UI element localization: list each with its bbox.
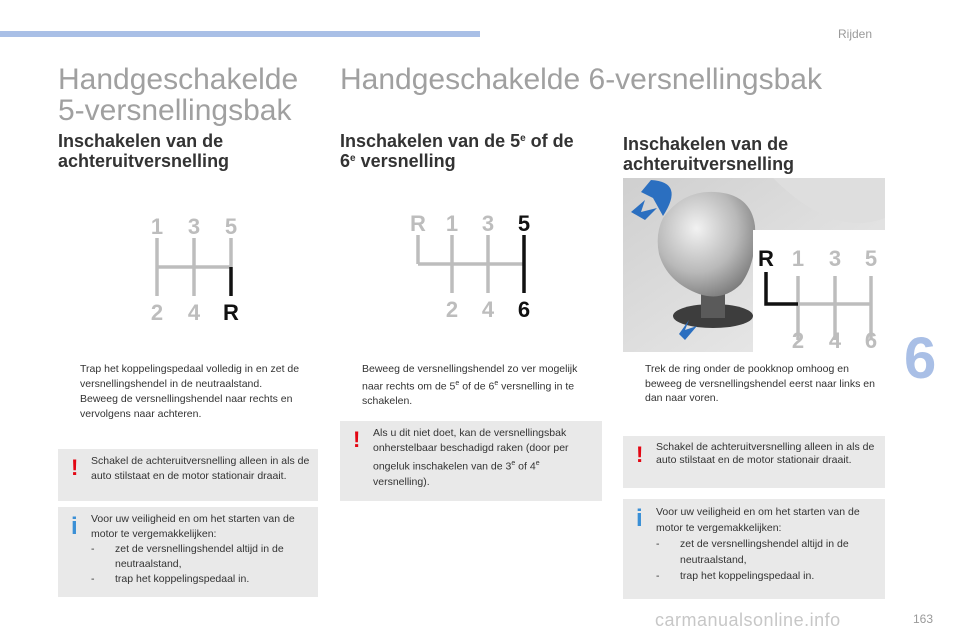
col2-gear-label-sixth: 6 (517, 297, 531, 322)
col1-gear-label-reverse: R (223, 300, 239, 325)
col1-title-line2: 5-versnellingsbak (58, 94, 292, 127)
col1-warning-note: ! Schakel de achteruitversnelling alleen in als de auto stilstaat en de motor stationair draait. (58, 449, 318, 501)
col2-gear-label-fifth: 5 (517, 211, 531, 236)
col3-subtitle (623, 134, 794, 174)
col2-gear-pattern (400, 205, 545, 323)
col3-shifter-illustration (623, 178, 885, 352)
list-item: Beweeg de versnellingshendel naar rechts en vervolgens naar achteren. (58, 392, 316, 421)
col2-subtitle: Inschakelen van de 5e of de 6e versnelling (340, 131, 574, 171)
header-accent-bar (0, 31, 480, 37)
col3-gear-label: 3 (828, 246, 842, 271)
bullet-icon (623, 362, 645, 406)
list-item: - trap het koppelingspedaal in. (91, 573, 250, 585)
col1-gear-label: 2 (150, 300, 164, 325)
col1-info-note: i Voor uw veiligheid en om het starten van de motor te vergemakkelijken: - zet de versnellingshendel altijd in de neutraalstand, - trap het koppelingspedaal in. (58, 507, 318, 597)
section-label: Rijden (838, 27, 873, 41)
col1-subtitle (58, 131, 229, 171)
list-item: Beweeg de versnellingshendel zo ver mogelijk naar rechts om de 5e of de 6e versnelling in te schakelen. (340, 362, 590, 408)
col3-instructions (623, 362, 881, 407)
col1-gear-label: 1 (150, 214, 164, 239)
col2-gear-label: 4 (481, 297, 495, 322)
list-item: - zet de versnellingshendel altijd in de neutraalstand, (656, 538, 849, 566)
warning-icon: ! (636, 442, 644, 467)
col3-subtitle-line1: Inschakelen van de (623, 134, 789, 154)
col1-gear-label: 3 (187, 214, 201, 239)
col2-title: Handgeschakelde 6-versnellingsbak (340, 63, 822, 96)
col2-gear-label: 3 (481, 211, 495, 236)
col3-gear-label: 4 (828, 328, 842, 352)
col3-gear-label: 5 (864, 246, 878, 271)
col2-warning-note: ! Als u dit niet doet, kan de versnellingsbak onherstelbaar beschadigd raken (door per ongeluk inschakelen van de 3e of 4e versnelling). (340, 421, 602, 501)
info-icon: i (636, 505, 643, 532)
bullet-icon (340, 362, 362, 408)
col3-gear-label: 2 (791, 328, 805, 352)
watermark: carmanualsonline.info (655, 610, 841, 630)
bullet-icon (58, 362, 80, 391)
col3-info-note: i Voor uw veiligheid en om het starten van de motor te vergemakkelijken: - zet de versnellingshendel altijd in de neutraalstand, - trap het koppelingspedaal in. (623, 499, 885, 599)
col1-gear-label: 4 (187, 300, 201, 325)
col1-instructions (58, 362, 316, 422)
chapter-number: 6 (904, 326, 937, 391)
col2-gear-label: R (410, 211, 426, 236)
list-item: Trek de ring onder de pookknop omhoog en beweeg de versnellingshendel eerst naar links en dan naar voren. (623, 362, 881, 406)
list-item: Trap het koppelingspedaal volledig in en zet de versnellingshendel in de neutraalstand. (58, 362, 316, 391)
warning-icon: ! (353, 427, 361, 452)
col1-subtitle-line1: Inschakelen van de (58, 131, 224, 151)
col2-instructions (340, 362, 590, 409)
col2-gear-label: 1 (445, 211, 459, 236)
col1-title (58, 64, 298, 126)
page-number: 163 (913, 612, 934, 626)
info-icon: i (71, 513, 78, 540)
col1-gear-label: 5 (224, 214, 238, 239)
col3-gear-label: 6 (864, 328, 878, 352)
col3-gear-label-reverse: R (758, 246, 774, 271)
col1-gear-pattern (140, 208, 255, 326)
col2-gear-label: 2 (445, 297, 459, 322)
col1-subtitle-line2: achteruitversnelling (58, 151, 230, 171)
col3-subtitle-line2: achteruitversnelling (623, 154, 795, 174)
col1-title-line1: Handgeschakelde (58, 63, 299, 96)
warning-icon: ! (71, 455, 79, 480)
col3-gear-label: 1 (791, 246, 805, 271)
bullet-icon (58, 392, 80, 421)
col3-warning-note: ! Schakel de achteruitversnelling alleen in als de auto stilstaat en de motor stationair draait. (623, 436, 885, 488)
list-item: - trap het koppelingspedaal in. (656, 570, 815, 582)
list-item: - zet de versnellingshendel altijd in de neutraalstand, (91, 543, 284, 570)
